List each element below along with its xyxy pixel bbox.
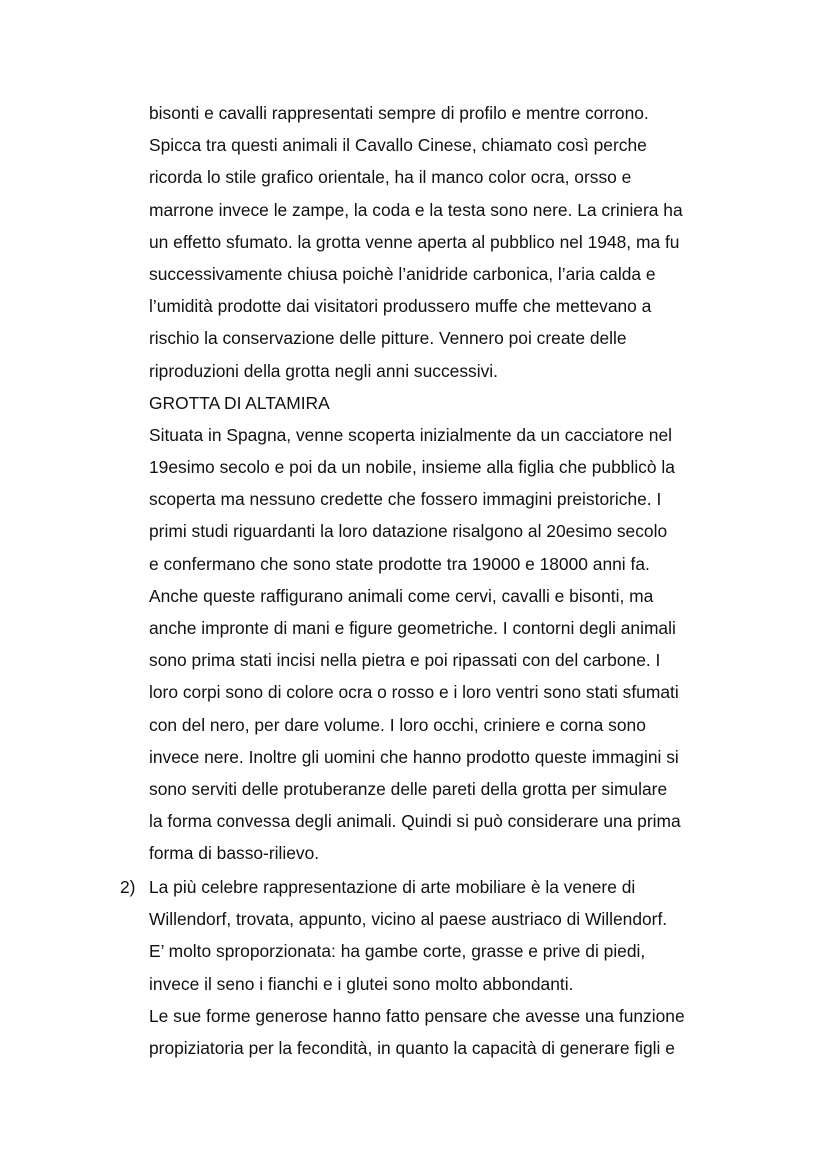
text-line: un effetto sfumato. la grotta venne aperta al pubblico nel 1948, ma fu (149, 231, 680, 252)
text-line: successivamente chiusa poichè l’anidride carbonica, l’aria calda e (149, 263, 656, 284)
text-line: propiziatoria per la fecondità, in quanto la capacità di generare figli e (149, 1037, 675, 1058)
text-line: Le sue forme generose hanno fatto pensare che avesse una funzione (149, 1005, 685, 1026)
text-line: e confermano che sono state prodotte tra 19000 e 18000 anni fa. (149, 553, 650, 574)
text-line: rischio la conservazione delle pitture. Vennero poi create delle (149, 328, 627, 349)
body-text (149, 97, 749, 870)
text-line: marrone invece le zampe, la coda e la testa sono nere. La criniera ha (149, 199, 683, 220)
section-heading: GROTTA DI ALTAMIRA (149, 392, 330, 413)
text-line: bisonti e cavalli rappresentati sempre di profilo e mentre corrono. (149, 103, 649, 123)
text-line: loro corpi sono di colore ocra o rosso e i loro ventri sono stati sfumati (149, 682, 679, 703)
text-line: 19esimo secolo e poi da un nobile, insieme alla figlia che pubblicò la (149, 457, 675, 478)
text-line: E’ molto sproporzionata: ha gambe corte, grasse e prive di piedi, (149, 941, 646, 962)
text-line: l’umidità prodotte dai visitatori produssero muffe che mettevano a (149, 296, 652, 317)
text-line: La più celebre rappresentazione di arte mobiliare è la venere di (149, 877, 636, 897)
text-line: sono serviti delle protuberanze delle pareti della grotta per simulare (149, 778, 668, 799)
text-line: riproduzioni della grotta negli anni successivi. (149, 360, 498, 381)
text-line: invece nere. Inoltre gli uomini che hanno prodotto queste immagini si (149, 746, 679, 767)
text-line: primi studi riguardanti la loro datazione risalgono al 20esimo secolo (149, 521, 668, 542)
text-line: sono prima stati incisi nella pietra e poi ripassati con del carbone. I (149, 650, 661, 671)
text-line: Anche queste raffigurano animali come cervi, cavalli e bisonti, ma (149, 585, 654, 606)
text-line: Situata in Spagna, venne scoperta inizialmente da un cacciatore nel (149, 424, 673, 445)
text-line: anche impronte di mani e figure geometriche. I contorni degli animali (149, 618, 676, 638)
text-line: la forma convessa degli animali. Quindi si può considerare una prima (149, 811, 681, 832)
text-line: forma di basso-rilievo. (149, 843, 320, 864)
text-line: invece il seno i fianchi e i glutei sono molto abbondanti. (149, 973, 574, 994)
text-line: con del nero, per dare volume. I loro occhi, criniere e corna sono (149, 714, 646, 735)
text-line: scoperta ma nessuno credette che fossero immagini preistoriche. I (149, 489, 662, 510)
numbered-list-item (120, 871, 749, 1064)
list-number: 2) (120, 877, 136, 897)
text-line: Willendorf, trovata, appunto, vicino al paese austriaco di Willendorf. (149, 909, 668, 930)
text-line: Spicca tra questi animali il Cavallo Cinese, chiamato così perche (149, 135, 647, 156)
text-line: ricorda lo stile grafico orientale, ha il manco color ocra, orsso e (149, 167, 632, 188)
